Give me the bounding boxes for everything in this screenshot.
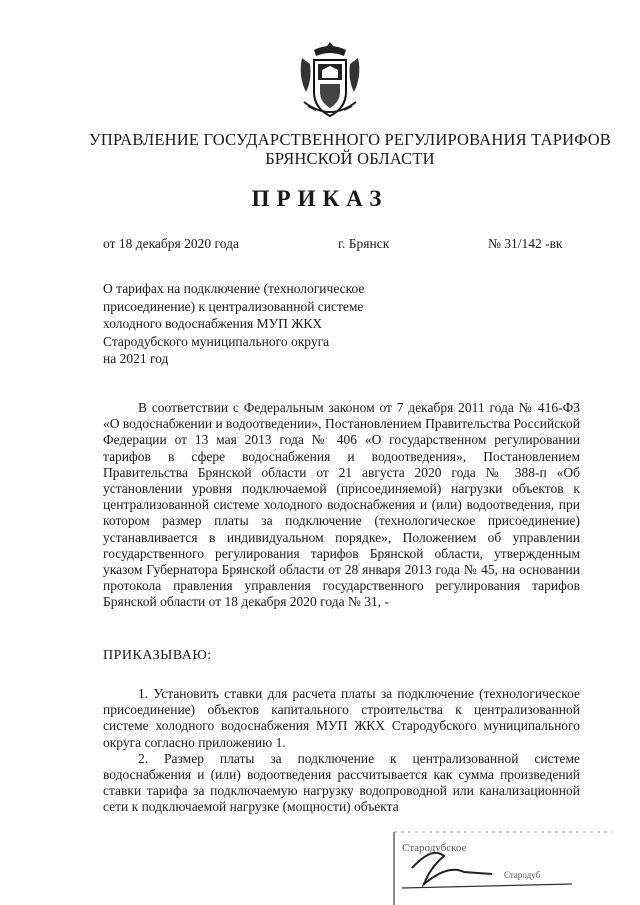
agency-line-2: БРЯНСКОЙ ОБЛАСТИ [265, 149, 435, 168]
signature-stamp [372, 828, 612, 905]
stamp-line-1: Стародубское [402, 842, 467, 854]
order-item-1: 1. Установить ставки для расчета платы за подключение (технологическое присоединение) объектов капитального строительства к централизованной системе холодного водоснабжения МУП ЖКХ Стародубского муниципального округа согласно приложению 1. [103, 686, 580, 750]
subject-line: Стародубского муниципального округа [103, 333, 330, 349]
document-date: от 18 декабря 2020 года [103, 236, 239, 251]
agency-line-1: УПРАВЛЕНИЕ ГОСУДАРСТВЕННОГО РЕГУЛИРОВАНИЯ ТАРИФОВ [88, 130, 612, 149]
stamp-frame [372, 828, 612, 905]
document-subject [103, 280, 403, 368]
agency-name [60, 130, 640, 168]
document-title: ПРИКАЗ [251, 186, 389, 211]
document-city: г. Брянск [338, 236, 390, 251]
preamble-text: В соответствии с Федеральным законом от 7 декабря 2011 года № 416-ФЗ «О водоснабжении и водоотведении», Постановлением Правительства Российской Федерации от 13 мая 2013 года № 406 «О государственном регулировании тарифов в сфере водоснабжения и водоотведения», Постановлением Правительства Брянской области от 21 августа 2020 года № 388-п «Об установлении уровня подключаемой (присоединяемой) нагрузки объектов к централизованной системе холодного водоснабжения и (или) водоотведения, при котором размер платы за подключение (технологическое присоединение) устанавливается в индивидуальном порядке», Положением об управлении государственного регулирования тарифов Брянской области, утвержденным указом Губернатора Брянской области от 28 января 2013 года № 45, на основании протокола правления управления государственного регулирования тарифов Брянской области от 18 декабря 2020 года № 31, - [103, 400, 580, 610]
preamble-paragraph [103, 400, 580, 611]
order-heading: ПРИКАЗЫВАЮ: [103, 648, 212, 663]
stamp-line-2: Стародуб [504, 870, 541, 880]
subject-line: присоединение) к централизованной системе [103, 298, 364, 314]
subject-line: холодного водоснабжения МУП ЖКХ [103, 316, 323, 331]
coat-of-arms-emblem [296, 40, 364, 122]
document-number: № 31/142 -вк [488, 236, 563, 251]
order-item-2: 2. Размер платы за подключение к централизованной системе водоснабжения и (или) водоотведения рассчитывается как сумма произведений ставки тарифа за подключаемую нагрузку водопроводной или канализационной сети к подключаемой нагрузке (мощности) объекта [103, 750, 580, 815]
subject-line: на 2021 год [103, 351, 169, 366]
order-items [103, 686, 580, 816]
subject-line: О тарифах на подключение (технологическое [103, 281, 365, 296]
